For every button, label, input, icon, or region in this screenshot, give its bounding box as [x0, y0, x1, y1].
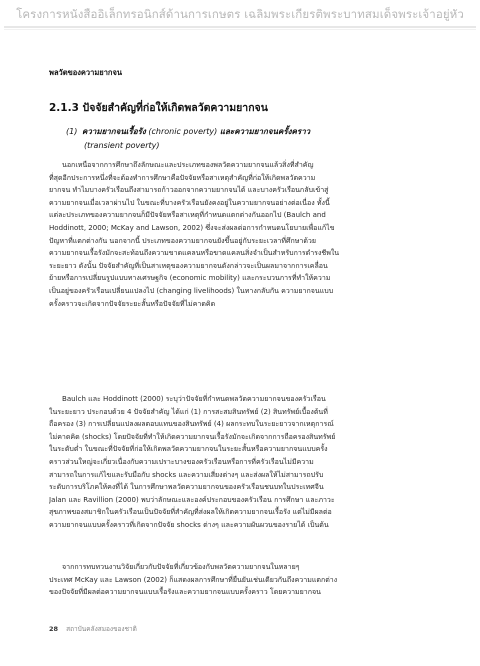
paragraph-line: ปัญหาที่แตกต่างกัน นอกจากนี้ ประเภทของความยากจนยังขึ้นอยู่กับระยะเวลาที่ศึกษาด้วย [49, 235, 317, 245]
subsection-heading [66, 125, 310, 153]
paragraph-line: ความยากจนแบบครั้งคราวที่เกิดจากปัจจัย shocks ต่างๆ และความผันผวนของรายได้ เป็นต้น [49, 519, 329, 529]
paragraph-line: ประเทศ McKay และ Lawson (2002) ก็แสดงผลการศึกษาที่ยืนยันเช่นเดียวกันถึงความแตกต่าง [49, 574, 338, 584]
running-header: โครงการหนังสืออิเล็กทรอนิกส์ด้านการเกษตร เฉลิมพระเกียรติพระบาทสมเด็จพระเจ้าอยู่หัว [16, 7, 464, 21]
subheading-term-transient: และความยากจนครั้งคราว [219, 127, 311, 136]
subheading-line-1 [66, 125, 310, 139]
subheading-number: (1) [66, 127, 78, 136]
page-number: 28 [49, 625, 59, 633]
paragraph-line: ในระดับต่ำ ในขณะที่ปัจจัยที่ก่อให้เกิดพลวัตความยากจนในระยะสั้นหรือความยากจนแบบครั้ง [49, 444, 328, 454]
section-heading: 2.1.3 ปัจจัยสำคัญที่ก่อให้เกิดพลวัตความยากจน [49, 102, 268, 114]
paragraph-line: คราวส่วนใหญ่จะเกี่ยวเนื่องกับความเปราะบางของครัวเรือนหรือการที่ครัวเรือนไม่มีความ [49, 456, 314, 466]
paragraph-line: Hoddinott, 2000; McKay and Lawson, 2002) ซึ่งจะส่งผลต่อการกำหนดนโยบายเพื่อแก้ไข [49, 222, 335, 232]
paragraph-line: ระดับการบริโภคให้คงที่ได้ ในการศึกษาพลวัตความยากจนของครัวเรือนชนบทในประเทศจีน [49, 482, 324, 492]
paragraph-line: ย้ายหรือการเปลี่ยนรูปแบบทางเศรษฐกิจ (economic mobility) และกระบวนการที่ทำให้ความ [49, 273, 331, 283]
paragraph-line: ถือครอง (3) การเปลี่ยนแปลงผลตอบแทนของสินทรัพย์ (4) ผลกระทบในระยะยาวจากเหตุการณ์ [49, 419, 334, 429]
paragraph-line: ในระยะยาว ประกอบด้วย 4 ปัจจัยสำคัญ ได้แก่ (1) การสะสมสินทรัพย์ (2) สินทรัพย์เบื้องต้นที่ [49, 406, 328, 416]
paragraph-line: ระยะยาว ดังนั้น ปัจจัยสำคัญที่เป็นสาเหตุของความยากจนดังกล่าวจะเป็นผลมาจากการเคลื่อน [49, 260, 328, 270]
paragraph-line: ของปัจจัยที่มีผลต่อความยากจนแบบเรื้อรังและความยากจนแบบครั้งคราว โดยความยากจน [49, 587, 321, 597]
paragraph-line: จากการทบทวนงานวิจัยเกี่ยวกับปัจจัยที่เกี่ยวข้องกับพลวัตความยากจนในหลายๆ [62, 562, 300, 571]
header-divider [4, 26, 476, 28]
paragraph-1 [49, 159, 437, 310]
paragraph-line: ความยากจนเรื้อรังมักจะสะท้อนถึงความขาดแคลนหรือขาดแคลนสิ่งจำเป็นสำหรับการดำรงชีพใน [49, 248, 340, 258]
section-label: พลวัตของความยากจน [49, 68, 122, 77]
paragraph-line: Baulch และ Hoddinott (2000) ระบุว่าปัจจัยที่กำหนดพลวัตความยากจนของครัวเรือน [62, 394, 326, 403]
paragraph-line: Jalan และ Ravillion (2000) พบว่าลักษณะและองค์ประกอบของครัวเรือน การศึกษา และภาวะ [49, 494, 335, 504]
paragraph-line: ความยากจนเมื่อเวลาผ่านไป ในขณะที่บางครัวเรือนยังคงอยู่ในความยากจนอย่างต่อเนื่อง ทั้งนี้ [49, 197, 330, 207]
subheading-term-chronic: ความยากจนเรื้อรัง [82, 127, 146, 136]
page-footer [49, 624, 137, 634]
subheading-line-2: (transient poverty) [84, 141, 160, 150]
paragraph-3 [49, 561, 437, 599]
paragraph-line: สุขภาพของสมาชิกในครัวเรือนเป็นปัจจัยที่สำคัญที่ส่งผลให้เกิดความยากจนเรื้อรัง แต่ไม่มีผลต่อ [49, 507, 332, 517]
paragraph-2 [49, 393, 437, 532]
paragraph-line: เป็นอยู่ของครัวเรือนเปลี่ยนแปลงไป (changing livelihoods) ในทางกลับกัน ความยากจนแบบ [49, 285, 334, 295]
paragraph-line: ยากจน ทำไมบางครัวเรือนถึงสามารถก้าวออกจากความยากจนได้ และบางครัวเรือนกลับเข้าสู่ [49, 185, 329, 195]
paragraph-line: ครั้งคราวจะเกิดจากปัจจัยระยะสั้นหรือปัจจัยที่ไม่คาดคิด [49, 298, 216, 308]
paragraph-line: ที่สุดอีกประการหนึ่งที่จะต้องทำการศึกษาคือปัจจัยหรือสาเหตุสำคัญที่ก่อให้เกิดพลวัตความ [49, 172, 316, 182]
paragraph-line: สามารถในการแก้ไขและรับมือกับ shocks และความเสี่ยงต่างๆ และส่งผลให้ไม่สามารถปรับ [49, 469, 324, 479]
subheading-term-english: (chronic poverty) [145, 127, 220, 136]
paragraph-line: นอกเหนือจากการศึกษาถึงลักษณะและประเภทของพลวัตความยากจนแล้วสิ่งที่สำคัญ [62, 160, 314, 169]
header-divider-thin [4, 29, 476, 30]
footer-publisher: สถาบันคลังสมองของชาติ [66, 625, 137, 633]
paragraph-line: ไม่คาดคิด (shocks) โดยปัจจัยที่ทำให้เกิดความยากจนเรื้อรังมักจะเกิดจากการถือครองสินทรัพย์ [49, 431, 336, 441]
paragraph-line: แต่ละประเภทของความยากจนก็มีปัจจัยหรือสาเหตุที่กำหนดแตกต่างกันออกไป (Baulch and [49, 210, 326, 220]
